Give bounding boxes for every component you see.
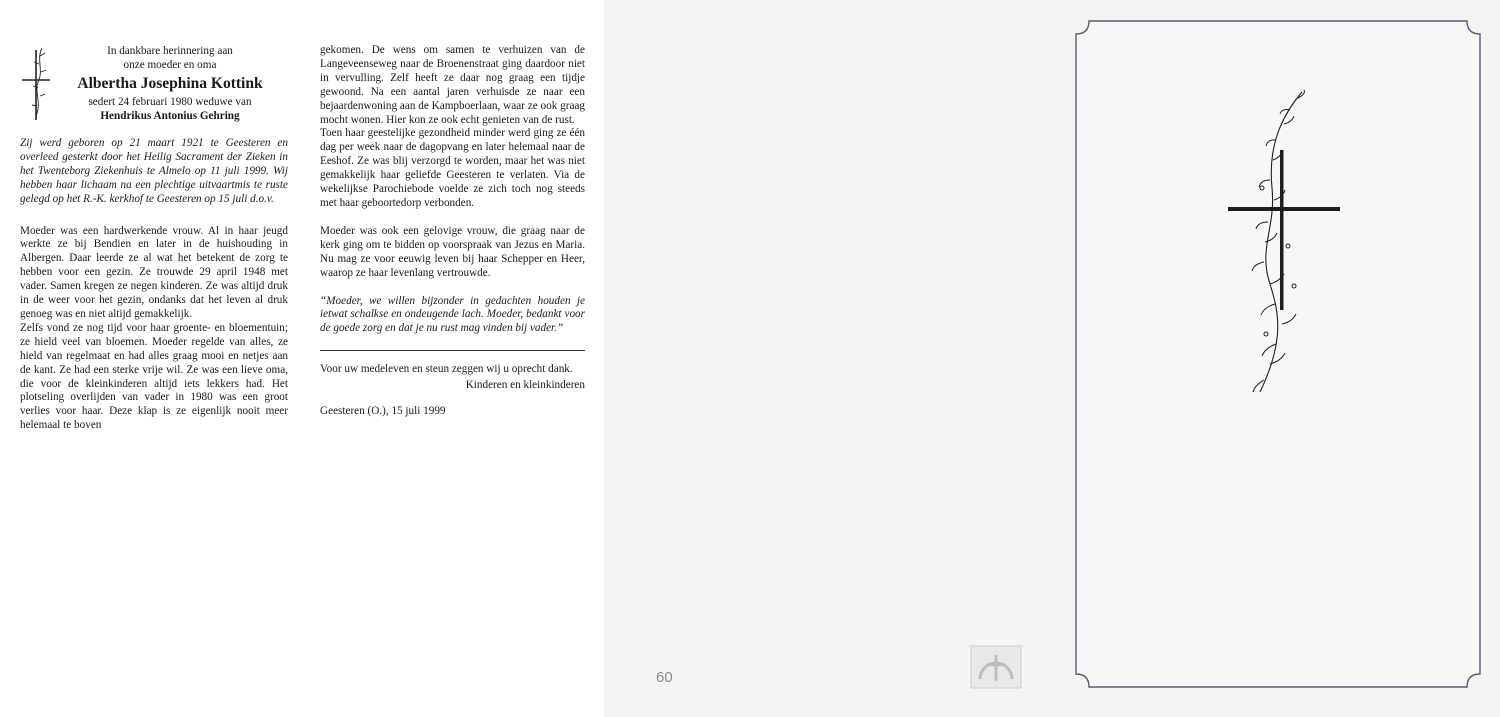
body-paragraph: Toen haar geestelijke gezondheid minder werd ging ze één dag per week naar de dagopvang en later helemaal naar de Eeshof. Ze was blij verzorgd te worden, maar het was niet gemakkelijk haar geliefde Geesteren te verlaten. Via de wekelijkse Parochiebode voelde ze zich toch nog steeds met haar geboortedorp verbonden. <box>320 127 585 209</box>
quote: “Moeder, we willen bijzonder in gedachten houden je ietwat schalkse en ondeugende lach. Moeder, bedankt voor de goede zorg en dat je nu rust mag vinden bij vader.” <box>320 294 585 335</box>
intro-paragraph: Zij werd geboren op 21 maart 1921 te Geesteren en overleed gesterkt door het Heilig Sacrament der Zieken in het Twenteborg Ziekenhuis te Almelo op 11 juli 1999. Wij hebben haar lichaam na een plechtige uitvaartmis te ruste gelegd op het R.-K. kerkhof te Geesteren op 15 juli d.o.v. <box>20 137 288 205</box>
widow-line: sedert 24 februari 1980 weduwe van <box>88 96 252 108</box>
text-column-left <box>20 44 288 433</box>
spacer <box>20 207 288 225</box>
husband-name: Hendrikus Antonius Gehring <box>100 110 240 122</box>
place-date: Geesteren (O.), 15 juli 1999 <box>320 405 446 418</box>
body-paragraph: Zelfs vond ze nog tijd voor haar groente- en bloementuin; ze hield veel van bloemen. Moeder regelde van alles, ze hield van regelmaat en had alles graag mooi en netjes aan de kant. Ze had een sterke vrije wil. Ze was een lieve oma, die voor de kleinkinderen altijd iets lekkers had. Het plotseling overlijden van vader in 1980 was een groot verlies voor haar. Deze klap is ze eigenlijk nooit meer helemaal te boven <box>20 321 288 432</box>
body-paragraph: Moeder was ook een gelovige vrouw, die graag naar de kerk ging om te bidden op voorspraak van Jezus en Maria. Nu mag ze voor eeuwig leven bij haar Schepper en Heer, waarop ze haar levenlang vertrouwde. <box>320 224 585 279</box>
obituary-card-text-page <box>0 0 604 717</box>
body-paragraph: gekomen. De wens om samen te verhuizen van de Langeveenseweg naar de Broenenstraat ging daardoor niet in vervulling. Zelf heeft ze daar nog graag een tijdje gewoond. Na een aantal jaren verhuisde ze naar een bejaardenwoning aan de Kampboerlaan, waar ze ook graag mocht wonen. Hier kon ze ook echt genieten van de rust. <box>320 44 585 126</box>
thanks-text: Voor uw medeleven en steun zeggen wij u oprecht dank. <box>320 363 573 376</box>
page-number: 60 <box>656 669 673 686</box>
body-paragraph: Moeder was een hardwerkende vrouw. Al in haar jeugd werkte ze bij Bendien en later in de huishouding in Albergen. Daar leerde ze al wat het betekent de zorg te hebben voor een gezin. Ze trouwde 29 april 1948 met vader. Samen kregen ze negen kinderen. Ze was altijd druk in de weer voor het gezin, ondanks dat het leven al druk genoeg was en niet altijd gemakkelijk. <box>20 224 288 320</box>
dedication-line-1: In dankbare herinnering aan <box>107 45 233 57</box>
deceased-name: Albertha Josephina Kottink <box>77 75 263 92</box>
signoff: Kinderen en kleinkinderen <box>465 379 585 392</box>
printer-logo-icon <box>970 645 1022 689</box>
divider <box>320 350 585 351</box>
text-column-right <box>320 44 585 419</box>
small-cross-icon <box>20 46 52 124</box>
large-cross-with-branch-icon <box>1220 88 1348 400</box>
dedication-line-2: onze moeder en oma <box>123 59 217 71</box>
